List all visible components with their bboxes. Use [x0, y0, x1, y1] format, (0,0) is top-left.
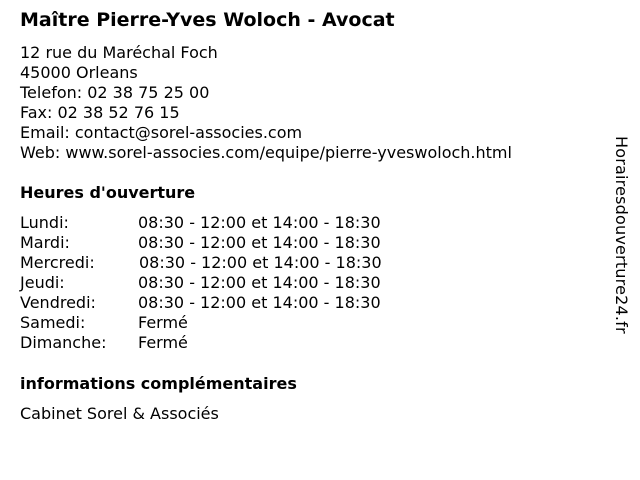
time-value: 08:30 - 12:00 et 14:00 - 18:30 [139, 253, 382, 272]
address-city: 45000 Orleans [20, 63, 138, 82]
time-value: 08:30 - 12:00 et 14:00 - 18:30 [138, 213, 381, 232]
website-url: Web: www.sorel-associes.com/equipe/pierre-yveswoloch.html [20, 143, 512, 162]
time-value: 08:30 - 12:00 et 14:00 - 18:30 [138, 233, 381, 252]
additional-info-heading: informations complémentaires [20, 374, 297, 393]
time-value: 08:30 - 12:00 et 14:00 - 18:30 [138, 273, 381, 292]
contact-block [20, 43, 512, 163]
site-watermark: Horairesdouverture24.fr [612, 136, 631, 334]
address-street: 12 rue du Maréchal Foch [20, 43, 218, 62]
page-title: Maître Pierre-Yves Woloch - Avocat [20, 9, 395, 31]
day-label: Lundi: [20, 213, 69, 232]
time-value: Fermé [138, 333, 188, 352]
day-label: Samedi: [20, 313, 86, 332]
opening-hours-heading: Heures d'ouverture [20, 183, 196, 202]
phone-number: Telefon: 02 38 75 25 00 [20, 83, 210, 102]
fax-number: Fax: 02 38 52 76 15 [20, 103, 180, 122]
time-value: 08:30 - 12:00 et 14:00 - 18:30 [138, 293, 381, 312]
day-label: Vendredi: [20, 293, 96, 312]
day-label: Dimanche: [20, 333, 107, 352]
day-label: Mercredi: [20, 253, 95, 272]
additional-info-text: Cabinet Sorel & Associés [20, 404, 219, 423]
day-label: Mardi: [20, 233, 70, 252]
email-address: Email: contact@sorel-associes.com [20, 123, 303, 142]
time-value: Fermé [138, 313, 188, 332]
day-label: Jeudi: [20, 273, 65, 292]
